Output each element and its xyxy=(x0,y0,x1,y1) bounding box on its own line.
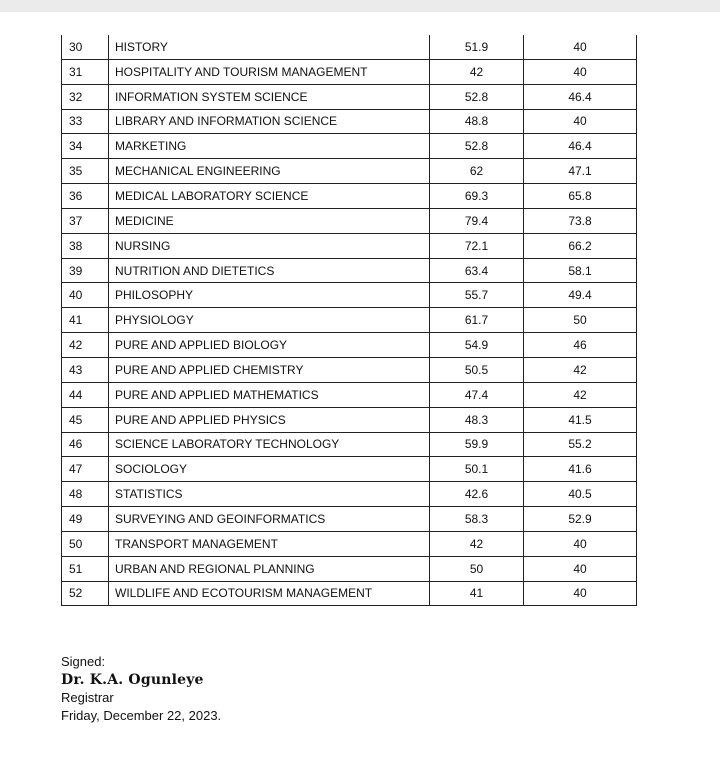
table-row xyxy=(62,258,637,283)
score-b-cell: 40.5 xyxy=(524,482,637,507)
course-name-cell: PURE AND APPLIED PHYSICS xyxy=(109,407,430,432)
score-a-cell: 48.8 xyxy=(430,109,524,134)
score-b-cell: 40 xyxy=(524,531,637,556)
table-row xyxy=(62,556,637,581)
serial-number-cell: 43 xyxy=(62,357,109,382)
table-row xyxy=(62,482,637,507)
serial-number-cell: 32 xyxy=(62,84,109,109)
course-name-cell: INFORMATION SYSTEM SCIENCE xyxy=(109,84,430,109)
score-b-cell: 41.5 xyxy=(524,407,637,432)
score-a-cell: 50.5 xyxy=(430,357,524,382)
score-b-cell: 73.8 xyxy=(524,208,637,233)
score-a-cell: 41 xyxy=(430,581,524,606)
table-row xyxy=(62,308,637,333)
table-row xyxy=(62,357,637,382)
course-name-cell: SURVEYING AND GEOINFORMATICS xyxy=(109,507,430,532)
score-a-cell: 42 xyxy=(430,59,524,84)
table-row xyxy=(62,184,637,209)
course-name-cell: MEDICINE xyxy=(109,208,430,233)
serial-number-cell: 35 xyxy=(62,159,109,184)
serial-number-cell: 30 xyxy=(62,35,109,59)
serial-number-cell: 37 xyxy=(62,208,109,233)
course-name-cell: SCIENCE LABORATORY TECHNOLOGY xyxy=(109,432,430,457)
score-a-cell: 52.8 xyxy=(430,84,524,109)
score-b-cell: 40 xyxy=(524,109,637,134)
table-row xyxy=(62,507,637,532)
table-row xyxy=(62,233,637,258)
score-b-cell: 46.4 xyxy=(524,84,637,109)
signed-label: Signed: xyxy=(61,654,106,669)
course-name-cell: STATISTICS xyxy=(109,482,430,507)
score-b-cell: 50 xyxy=(524,308,637,333)
table-row xyxy=(62,333,637,358)
score-a-cell: 47.4 xyxy=(430,382,524,407)
score-a-cell: 51.9 xyxy=(430,35,524,59)
course-name-cell: SOCIOLOGY xyxy=(109,457,430,482)
serial-number-cell: 34 xyxy=(62,134,109,159)
serial-number-cell: 50 xyxy=(62,531,109,556)
score-b-cell: 42 xyxy=(524,382,637,407)
table-row xyxy=(62,432,637,457)
serial-number-cell: 45 xyxy=(62,407,109,432)
score-a-cell: 42.6 xyxy=(430,482,524,507)
serial-number-cell: 46 xyxy=(62,432,109,457)
table-row xyxy=(62,382,637,407)
table-row xyxy=(62,581,637,606)
serial-number-cell: 38 xyxy=(62,233,109,258)
course-name-cell: HISTORY xyxy=(109,35,430,59)
score-b-cell: 40 xyxy=(524,581,637,606)
serial-number-cell: 31 xyxy=(62,59,109,84)
course-name-cell: URBAN AND REGIONAL PLANNING xyxy=(109,556,430,581)
serial-number-cell: 41 xyxy=(62,308,109,333)
score-a-cell: 58.3 xyxy=(430,507,524,532)
course-name-cell: NUTRITION AND DIETETICS xyxy=(109,258,430,283)
score-b-cell: 40 xyxy=(524,35,637,59)
course-name-cell: WILDLIFE AND ECOTOURISM MANAGEMENT xyxy=(109,581,430,606)
course-name-cell: PURE AND APPLIED BIOLOGY xyxy=(109,333,430,358)
score-b-cell: 40 xyxy=(524,556,637,581)
table-row xyxy=(62,134,637,159)
table-row xyxy=(62,283,637,308)
table-row xyxy=(62,109,637,134)
signatory-title: Registrar xyxy=(61,690,114,705)
score-b-cell: 40 xyxy=(524,59,637,84)
table-row xyxy=(62,59,637,84)
serial-number-cell: 51 xyxy=(62,556,109,581)
score-a-cell: 61.7 xyxy=(430,308,524,333)
course-name-cell: PHILOSOPHY xyxy=(109,283,430,308)
score-b-cell: 66.2 xyxy=(524,233,637,258)
course-name-cell: MARKETING xyxy=(109,134,430,159)
cutoff-table-container xyxy=(61,35,636,606)
score-a-cell: 55.7 xyxy=(430,283,524,308)
score-a-cell: 72.1 xyxy=(430,233,524,258)
serial-number-cell: 48 xyxy=(62,482,109,507)
serial-number-cell: 42 xyxy=(62,333,109,358)
serial-number-cell: 39 xyxy=(62,258,109,283)
signature-block xyxy=(61,653,221,725)
course-name-cell: HOSPITALITY AND TOURISM MANAGEMENT xyxy=(109,59,430,84)
score-b-cell: 47.1 xyxy=(524,159,637,184)
score-a-cell: 59.9 xyxy=(430,432,524,457)
course-name-cell: LIBRARY AND INFORMATION SCIENCE xyxy=(109,109,430,134)
score-a-cell: 54.9 xyxy=(430,333,524,358)
table-row xyxy=(62,457,637,482)
table-row xyxy=(62,407,637,432)
score-a-cell: 42 xyxy=(430,531,524,556)
table-body xyxy=(62,35,637,606)
score-b-cell: 52.9 xyxy=(524,507,637,532)
table-row xyxy=(62,208,637,233)
score-b-cell: 46.4 xyxy=(524,134,637,159)
score-b-cell: 58.1 xyxy=(524,258,637,283)
score-b-cell: 41.6 xyxy=(524,457,637,482)
score-b-cell: 42 xyxy=(524,357,637,382)
table-row xyxy=(62,35,637,59)
course-name-cell: MEDICAL LABORATORY SCIENCE xyxy=(109,184,430,209)
course-name-cell: TRANSPORT MANAGEMENT xyxy=(109,531,430,556)
serial-number-cell: 52 xyxy=(62,581,109,606)
serial-number-cell: 33 xyxy=(62,109,109,134)
course-name-cell: MECHANICAL ENGINEERING xyxy=(109,159,430,184)
signature-date: Friday, December 22, 2023. xyxy=(61,708,222,723)
score-a-cell: 50.1 xyxy=(430,457,524,482)
serial-number-cell: 49 xyxy=(62,507,109,532)
serial-number-cell: 44 xyxy=(62,382,109,407)
viewer-top-strip xyxy=(0,0,720,12)
course-name-cell: PURE AND APPLIED MATHEMATICS xyxy=(109,382,430,407)
table-row xyxy=(62,531,637,556)
serial-number-cell: 47 xyxy=(62,457,109,482)
serial-number-cell: 36 xyxy=(62,184,109,209)
course-name-cell: PURE AND APPLIED CHEMISTRY xyxy=(109,357,430,382)
score-a-cell: 52.8 xyxy=(430,134,524,159)
score-a-cell: 48.3 xyxy=(430,407,524,432)
score-a-cell: 50 xyxy=(430,556,524,581)
cutoff-marks-table xyxy=(61,35,637,606)
score-a-cell: 79.4 xyxy=(430,208,524,233)
score-a-cell: 62 xyxy=(430,159,524,184)
score-b-cell: 65.8 xyxy=(524,184,637,209)
table-row xyxy=(62,159,637,184)
serial-number-cell: 40 xyxy=(62,283,109,308)
signatory-name: Dr. K.A. Ogunleye xyxy=(61,672,204,688)
table-row xyxy=(62,84,637,109)
course-name-cell: PHYSIOLOGY xyxy=(109,308,430,333)
score-a-cell: 69.3 xyxy=(430,184,524,209)
score-a-cell: 63.4 xyxy=(430,258,524,283)
course-name-cell: NURSING xyxy=(109,233,430,258)
score-b-cell: 49.4 xyxy=(524,283,637,308)
score-b-cell: 55.2 xyxy=(524,432,637,457)
score-b-cell: 46 xyxy=(524,333,637,358)
